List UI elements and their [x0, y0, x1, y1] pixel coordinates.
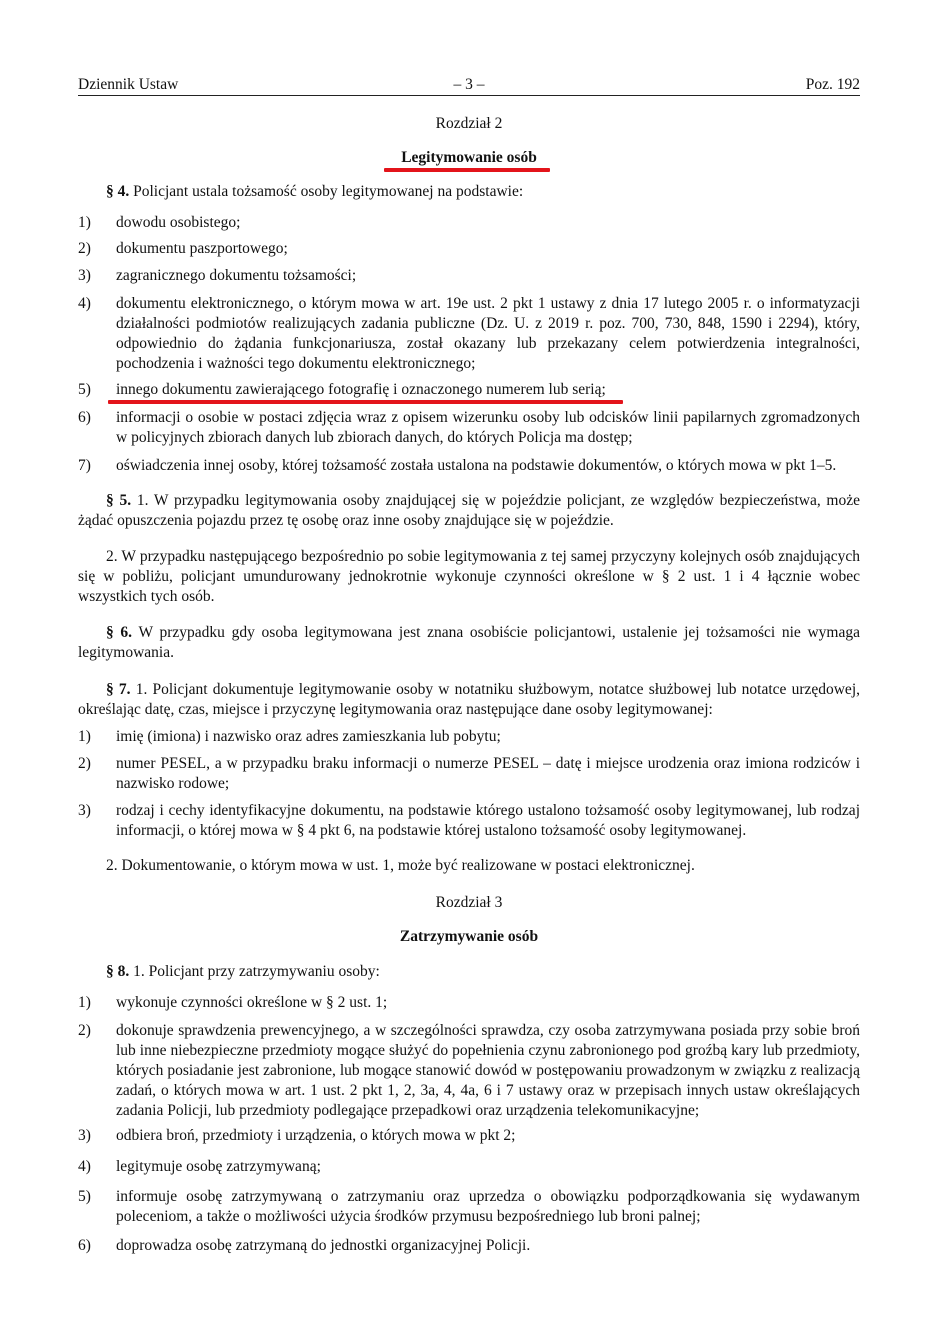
item-number: 4) [78, 1158, 91, 1175]
section-5-paragraph-2: 2. W przypadku następującego bezpośrednio po sobie legitymowania z tej samej przyczyny kolejnych osób znajdujących się w pobliżu, policjant umundurowany jednokrotnie wykonuje czynności określone w § 2 ust. 1 i 4 łącznie wobec wszystkich tych osób. [78, 548, 860, 605]
item-number: 5) [78, 381, 91, 398]
page-number: – 3 – [453, 76, 485, 93]
section-mark: § 4. [106, 183, 130, 200]
item-text: legitymuje osobę zatrzymywaną; [116, 1158, 321, 1175]
chapter-3-title: Zatrzymywanie osób [399, 928, 539, 945]
section-mark: § 5. [106, 492, 132, 509]
item-text: imię (imiona) i nazwisko oraz adres zamieszkania lub pobytu; [116, 728, 501, 745]
section-text: 1. Policjant przy zatrzymywaniu osoby: [133, 963, 380, 980]
item-number: 1) [78, 994, 91, 1011]
item-text: zagranicznego dokumentu tożsamości; [116, 267, 357, 284]
item-number: 2) [78, 1022, 91, 1039]
section-6-paragraph [78, 623, 860, 663]
page-header [78, 75, 860, 96]
section-4-intro [78, 182, 860, 202]
item-text: dokumentu elektronicznego, o którym mowa w art. 19e ust. 2 pkt 1 ustawy z dnia 17 lutego 2005 r. o informatyzacji działalności podmiotów realizujących zadania publiczne (Dz. U. z 2019 r. poz. 700, 730, 848, 1590 i 2294), który, odpowiednio do żądania funkcjonariusza, został okazany lub przekazany celem potwierdzenia integralności, pochodzenia i ważności tego dokumentu elektronicznego; [116, 295, 860, 372]
section-mark: § 8. [106, 963, 130, 980]
section-text: W przypadku gdy osoba legitymowana jest znana osobiście policjantowi, ustalenie jej tożsamości nie wymaga legitymowania. [78, 624, 860, 661]
item-number: 6) [78, 409, 91, 426]
item-text: dokumentu paszportowego; [116, 240, 288, 257]
item-text: odbiera broń, przedmioty i urządzenia, o których mowa w pkt 2; [116, 1127, 516, 1144]
item-text: informuje osobę zatrzymywaną o zatrzymaniu oraz uprzedza o obowiązku podporządkowania się wydawanym poleceniom, a także o możliwości użycia środków przymusu bezpośredniego lub broni palnej; [116, 1188, 860, 1225]
item-number: 3) [78, 1127, 91, 1144]
item-number: 3) [78, 802, 91, 819]
item-text: rodzaj i cechy identyfikacyjne dokumentu, na podstawie którego ustalono tożsamość osoby legitymowanej, lub rodzaj informacji, o której mowa w § 4 pkt 6, na podstawie której ustalono tożsamość osoby legitymowanej. [116, 802, 860, 839]
journal-name: Dziennik Ustaw [78, 76, 179, 93]
item-number: 3) [78, 267, 91, 284]
item-text: informacji o osobie w postaci zdjęcia wraz z opisem wizerunku osoby lub odcisków linii papilarnych zgromadzonych w policyjnych zbiorach danych lub zbiorach danych, do których Policja ma dostęp; [116, 409, 860, 446]
section-mark: § 7. [106, 681, 131, 698]
section-7-paragraph-2: 2. Dokumentowanie, o którym mowa w ust. 1, może być realizowane w postaci elektronicznej. [106, 857, 695, 874]
item-number: 2) [78, 240, 91, 257]
section-text: 1. W przypadku legitymowania osoby znajdującej się w pojeździe policjant, ze względów bezpieczeństwa, może żądać opuszczenia pojazdu przez tę osobę oraz inne osoby znajdujące się w pojeździe. [78, 492, 860, 529]
item-text: numer PESEL, a w przypadku braku informacji o numerze PESEL – datę i miejsce urodzenia oraz imiona rodziców i nazwisko rodowe; [116, 755, 860, 792]
item-text: doprowadza osobę zatrzymaną do jednostki organizacyjnej Policji. [116, 1237, 531, 1254]
item-number: 7) [78, 457, 91, 474]
item-text: dokonuje sprawdzenia prewencyjnego, a w szczególności sprawdza, czy osoba zatrzymywana posiada przy sobie broń lub inne niebezpieczne przedmioty mogące służyć do popełnienia czynu zabronionego pod groźbą kary lub przedmioty, których posiadanie jest zabronione, lub mogące stanowić dowód w postępowaniu prowadzonym w związku z realizacją zadań, o których mowa w art. 1 ust. 2 pkt 1, 2, 3a, 4, 4a, 6 i 7 ustawy oraz w przepisach innych ustaw określających zadania Policji, lub przedmioty podlegające przepadkowi oraz urządzenia telekomunikacyjne; [116, 1022, 860, 1119]
section-8-intro [78, 962, 860, 982]
item-text: wykonuje czynności określone w § 2 ust. 1; [116, 994, 388, 1011]
chapter-2-title: Legitymowanie osób [401, 149, 537, 166]
item-number: 1) [78, 214, 91, 231]
item-text: innego dokumentu zawierającego fotografię i oznaczonego numerem lub serią; [116, 381, 606, 398]
item-number: 2) [78, 755, 91, 772]
position-number: Poz. 192 [805, 76, 860, 93]
section-text: Policjant ustala tożsamość osoby legitymowanej na podstawie: [133, 183, 524, 200]
red-highlight-underline [108, 400, 623, 404]
item-text: oświadczenia innej osoby, której tożsamość została ustalona na podstawie dokumentów, o których mowa w pkt 1–5. [116, 457, 837, 474]
chapter-3-label: Rozdział 3 [435, 894, 503, 911]
section-5-paragraph-1 [78, 491, 860, 531]
item-number: 4) [78, 295, 91, 312]
item-number: 1) [78, 728, 91, 745]
item-text: dowodu osobistego; [116, 214, 241, 231]
item-number: 6) [78, 1237, 91, 1254]
section-text: 1. Policjant dokumentuje legitymowanie osoby w notatniku służbowym, notatce służbowej lub notatce urzędowej, określając datę, czas, miejsce i przyczynę legitymowania oraz następujące dane osoby legitymowanej: [78, 681, 860, 718]
section-mark: § 6. [106, 624, 133, 641]
section-7-paragraph-1 [78, 680, 860, 720]
red-highlight-underline [384, 168, 550, 172]
item-number: 5) [78, 1188, 91, 1205]
chapter-2-label: Rozdział 2 [435, 115, 503, 132]
